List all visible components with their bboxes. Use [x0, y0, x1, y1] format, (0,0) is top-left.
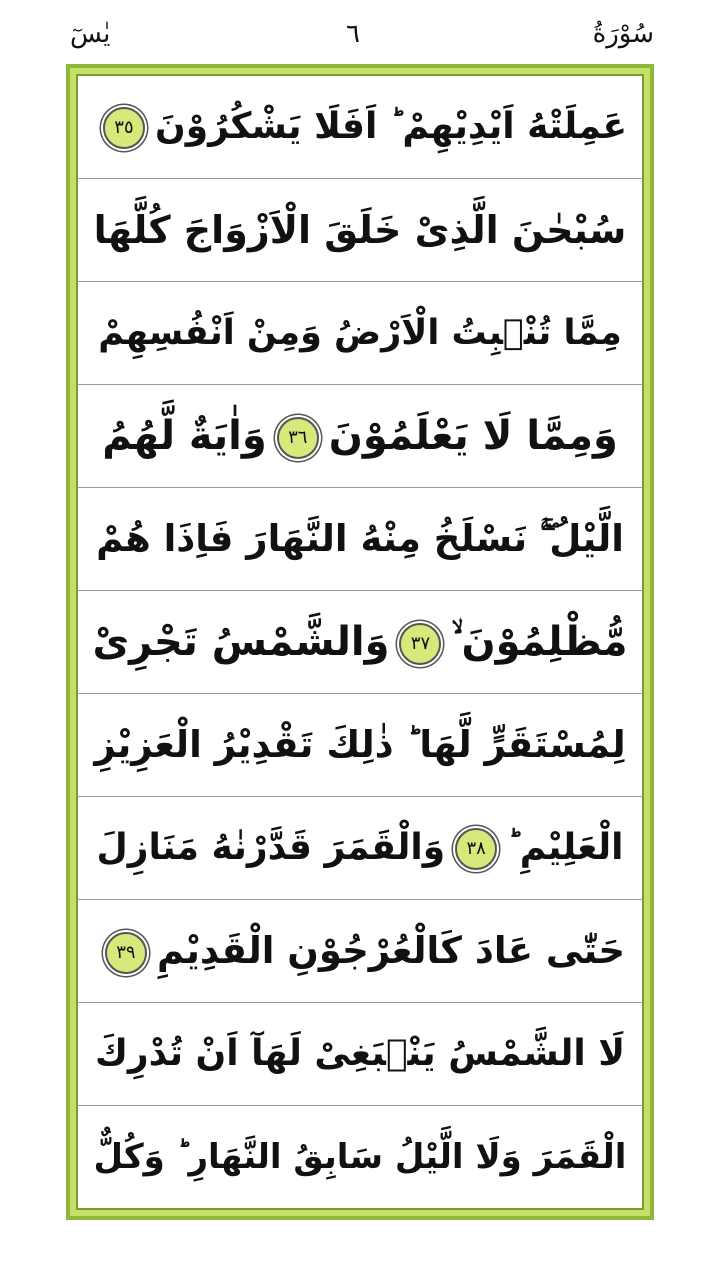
ayah-number-marker: ٣٧ — [399, 623, 441, 665]
line-segment: عَمِلَتْهُ اَيْدِيْهِمْ ؕ اَفَلَا يَشْكُرُوْنَ — [154, 106, 628, 148]
text-line — [78, 385, 642, 488]
text-line — [78, 488, 642, 591]
ayah-number-marker: ٣٦ — [277, 417, 319, 459]
text-line — [78, 797, 642, 900]
text-line — [78, 1106, 642, 1208]
line-segment: مِمَّا تُنْۢبِتُ الْاَرْضُ وَمِنْ اَنْفُسِهِمْ — [98, 313, 622, 353]
line-segment: وَالْقَمَرَ قَدَّرْنٰهُ مَنَازِلَ — [96, 827, 446, 869]
line-text — [95, 1025, 625, 1083]
line-segment: حَتّٰى عَادَ كَالْعُرْجُوْنِ الْقَدِيْمِ — [156, 929, 626, 973]
page-frame — [66, 64, 654, 1220]
line-segment: وَالشَّمْسُ تَجْرِىْ — [92, 619, 390, 665]
text-line — [78, 591, 642, 694]
line-segment: لَا الشَّمْسُ يَنْۢبَغِىْ لَهَآ اَنْ تُدْرِكَ — [94, 1033, 626, 1075]
line-text — [95, 921, 625, 980]
ayah-number-marker: ٣٨ — [455, 828, 497, 870]
line-segment: لِمُسْتَقَرٍّ لَّهَا ؕ ذٰلِكَ تَقْدِيْرُ الْعَزِيْزِ — [94, 723, 626, 767]
header-page-number: ٦ — [346, 19, 360, 49]
text-line — [78, 900, 642, 1003]
line-text — [96, 509, 624, 568]
text-line — [78, 1003, 642, 1106]
line-text — [94, 1130, 627, 1184]
text-line — [78, 694, 642, 797]
text-line — [78, 179, 642, 282]
ayah-number-marker: ٣٥ — [103, 107, 145, 149]
text-line — [78, 76, 642, 179]
line-segment: الَّيْلُ ۖۚ نَسْلَخُ مِنْهُ النَّهَارَ فَاِذَا هُمْ — [96, 517, 624, 561]
line-text — [102, 404, 618, 468]
line-text — [97, 819, 624, 877]
line-text — [98, 305, 622, 361]
line-segment: وَمِمَّا لَا يَعْلَمُوْنَ — [328, 413, 618, 459]
header-surah-name: يٰسٓ — [70, 19, 111, 49]
line-text — [93, 98, 627, 156]
line-segment: سُبْحٰنَ الَّذِىْ خَلَقَ الْاَزْوَاجَ كُلَّهَا — [93, 207, 627, 252]
header-surah-label: سُوْرَةُ — [592, 19, 654, 49]
text-panel — [76, 74, 644, 1210]
line-text — [94, 200, 627, 261]
line-segment: مُّظْلِمُوْنَ ۙ — [451, 619, 628, 665]
page-header — [0, 0, 720, 62]
text-line — [78, 282, 642, 385]
ayah-number-marker: ٣٩ — [105, 932, 147, 974]
line-text — [94, 715, 625, 774]
line-text — [92, 610, 627, 674]
line-segment: الْعَلِيْمِ ؕ — [507, 827, 624, 869]
line-segment: وَاٰيَةٌ لَّهُمُ — [102, 413, 267, 459]
line-segment: الْقَمَرَ وَلَا الَّيْلُ سَابِقُ النَّهَارِ ؕ وَكُلٌّ — [93, 1136, 627, 1177]
